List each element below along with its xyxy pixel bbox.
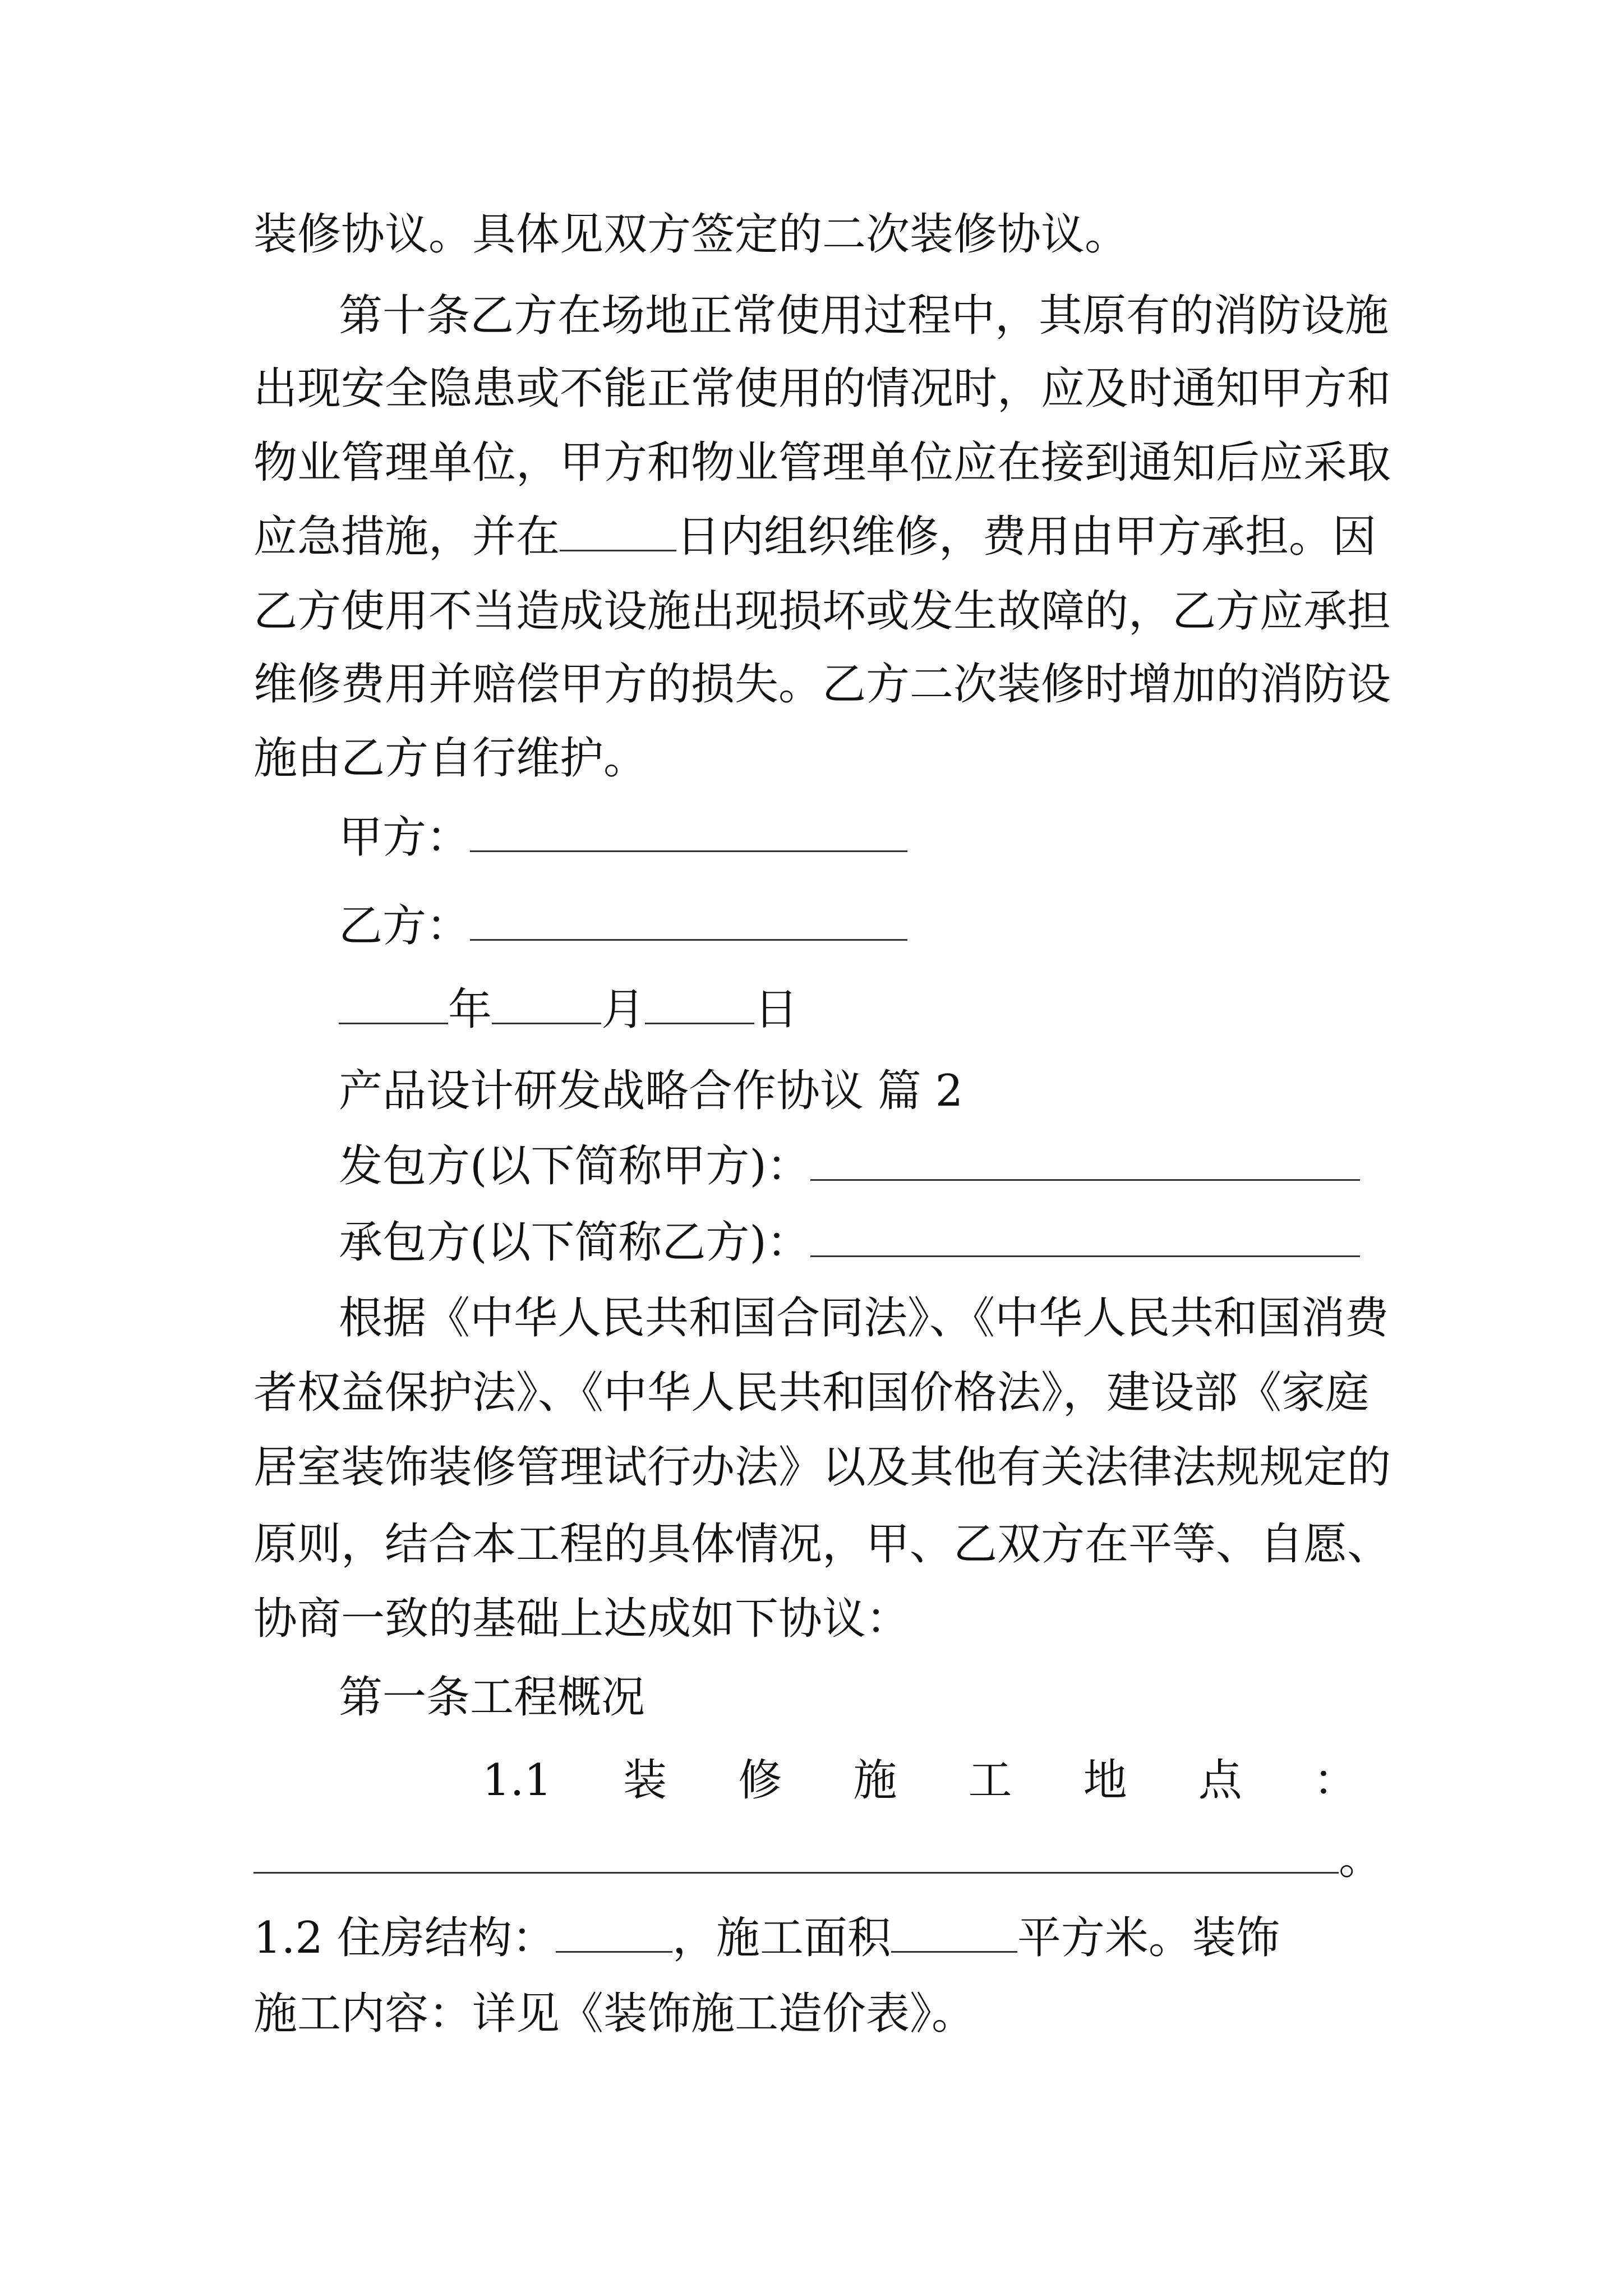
item-char: 装 — [623, 1755, 667, 1806]
item-1-1 — [482, 1752, 1357, 1809]
day-blank — [645, 981, 754, 1024]
blank-days — [560, 508, 676, 551]
item-char: 点 — [1198, 1755, 1242, 1806]
preamble-line: 根据《中华人民共和国合同法》、《中华人民共和国消费 — [339, 1293, 1389, 1343]
item-char: ： — [1313, 1755, 1357, 1806]
text-line: 原则，结合本工程的具体情况，甲、乙双方在平等、自愿、 — [253, 1519, 1391, 1570]
text-segment: 日内组织维修，费用由甲方承担。因 — [676, 512, 1377, 562]
structure-blank — [556, 1910, 672, 1953]
year-label: 年 — [448, 984, 492, 1035]
month-blank — [492, 981, 601, 1024]
contractor-blank — [810, 1214, 1360, 1257]
text-line: 装修协议。具体见双方签定的二次装修协议。 — [253, 209, 1129, 260]
contractor-label: 承包方(以下简称乙方)： — [339, 1217, 810, 1268]
text-line: 居室装饰装修管理试行办法》以及其他有关法律法规规定的 — [253, 1442, 1391, 1493]
item-char: 工 — [968, 1755, 1012, 1806]
text-line: 维修费用并赔偿甲方的损失。乙方二次装修时增加的消防设 — [253, 659, 1391, 710]
item-char: 地 — [1083, 1755, 1127, 1806]
period: 。 — [1339, 1834, 1383, 1884]
text-line: 者权益保护法》、《中华人民共和国价格法》，建设部《家庭 — [253, 1368, 1370, 1418]
issuer-label: 发包方(以下简称甲方)： — [339, 1141, 810, 1191]
text-segment: 平方米。装饰 — [1017, 1913, 1280, 1963]
text-segment: 应急措施，并在 — [253, 512, 560, 562]
text-line: 物业管理单位，甲方和物业管理单位应在接到通知后应采取 — [253, 438, 1391, 488]
signature-party-a — [339, 809, 907, 866]
signature-party-b — [339, 898, 907, 954]
text-segment: 1.2 住房结构： — [253, 1913, 556, 1963]
text-line: 出现安全隐患或不能正常使用的情况时，应及时通知甲方和 — [253, 364, 1391, 414]
article-10-line: 第十条乙方在场地正常使用过程中，其原有的消防设施 — [339, 291, 1389, 341]
text-line: 协商一致的基础上达成如下协议： — [253, 1594, 910, 1644]
party-b-blank — [470, 898, 907, 941]
party-a-blank — [470, 809, 907, 852]
item-1-2 — [253, 1910, 1280, 1966]
text-segment: ，施工面积 — [672, 1913, 891, 1963]
section-title: 产品设计研发战略合作协议 篇 2 — [339, 1066, 963, 1116]
item-number: 1.1 — [482, 1755, 552, 1806]
text-line: 施工内容：详见《装饰施工造价表》。 — [253, 1989, 976, 2039]
contractor-line — [339, 1214, 1360, 1271]
party-b-label: 乙方： — [339, 901, 471, 951]
item-1-1-address-line — [253, 1830, 1382, 1887]
issuer-blank — [810, 1138, 1360, 1181]
item-char: 施 — [853, 1755, 897, 1806]
year-blank — [339, 981, 448, 1024]
address-blank — [253, 1830, 1339, 1874]
area-blank — [891, 1910, 1017, 1953]
text-line: 乙方使用不当造成设施出现损坏或发生故障的，乙方应承担 — [253, 586, 1391, 637]
text-line: 施由乙方自行维护。 — [253, 733, 648, 784]
month-label: 月 — [601, 984, 645, 1035]
article-1-heading: 第一条工程概况 — [339, 1672, 645, 1723]
date-line — [339, 981, 798, 1038]
day-label: 日 — [754, 984, 799, 1035]
issuer-line — [339, 1138, 1360, 1194]
text-line — [253, 508, 1376, 565]
item-char: 修 — [738, 1755, 782, 1806]
party-a-label: 甲方： — [339, 812, 471, 863]
